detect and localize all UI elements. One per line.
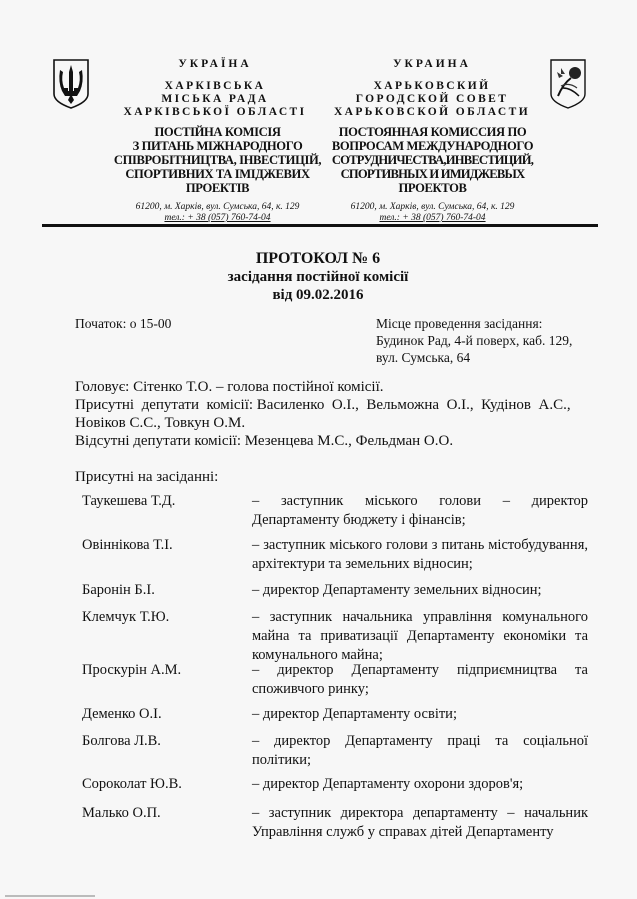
person-role: – заступник міського голови з питань містобудування, архітектури та земельних відносин; [252,537,588,572]
person-name: Болгова Л.В. [82,733,161,749]
person-role: – заступник міського голови – директор Департаменту бюджету і фінансів; [252,493,588,528]
address: 61200, м. Харків, вул. Сумська, 64, к. 129 [350,202,515,212]
header-right [322,58,542,119]
person-name: Сороколат Ю.В. [82,776,182,792]
invited-label: Присутні на засіданні: [75,469,219,485]
commission-right: ПОСТОЯННАЯ КОМИССИЯ ПО ВОПРОСАМ МЕЖДУНАРОДНОГО СОТРУДНИЧЕСТВА,ИНВЕСТИЦИЙ, СПОРТИВНЫХ И ИМИДЖЕВЫХ ПРОЕКТОВ [331,125,534,195]
person-name: Клемчук Т.Ю. [82,609,170,625]
present-line: Присутні депутати комісії: Василенко О.І., Вельможна О.І., Кудінов А.С., [75,397,571,413]
country-ru: УКРАИНА [393,58,471,70]
scan-artifact [5,895,95,897]
council-line: МІСЬКА РАДА [161,93,269,105]
council-line: ГОРОДСКОЙ СОВЕТ [355,93,509,105]
absent-line: Відсутні депутати комісії: Мезенцева М.С., Фельдман О.О. [75,433,454,449]
person-role: – директор Департаменту праці та соціальної політики; [252,733,588,768]
person-name: Деменко О.І. [82,706,162,722]
title-date: від 09.02.2016 [272,287,364,303]
header-divider [42,224,598,227]
person-name: Баронін Б.І. [82,582,155,598]
kharkiv-city-emblem-icon [549,58,587,110]
meeting-place: Місце проведення засідання: Будинок Рад, 4-й поверх, каб. 129, вул. Сумська, 64 [376,316,573,365]
protocol-number: ПРОТОКОЛ № 6 [255,250,381,267]
person-role: – директор Департаменту охорони здоров'я; [252,776,524,792]
contact-right [320,202,545,224]
country-uk: УКРАЇНА [178,58,252,70]
ukraine-trident-emblem-icon [52,58,90,110]
council-line: ХАРКІВСЬКА [164,80,266,92]
council-line: ХАРЬКОВСКОЙ ОБЛАСТИ [333,106,531,118]
chair-line: Головує: Сітенко Т.О. – голова постійної комісії. [75,379,384,395]
person-name: Проскурін А.М. [82,662,182,678]
start-time: Початок: о 15-00 [75,316,172,331]
attendance-block [75,378,590,486]
person-name: Таукешева Т.Д. [82,493,176,509]
present-line: Новіков С.С., Товкун О.М. [75,415,246,431]
person-role: – директор Департаменту земельних відносин; [252,582,542,598]
person-role: – директор Департаменту освіти; [252,706,457,722]
phone: тел.: + 38 (057) 760-74-04 [379,213,486,223]
contact-left [105,202,330,224]
person-role: – заступник директора департаменту – начальник Управління служб у справах дітей Департаменту [252,805,588,840]
header-left [105,58,325,119]
council-line: ХАРЬКОВСКИЙ [373,80,491,92]
person-name: Овіннікова Т.І. [82,537,173,553]
person-name: Малько О.П. [82,805,161,821]
council-line: ХАРКІВСЬКОЇ ОБЛАСТІ [123,106,307,118]
person-role: – директор Департаменту підприємництва та споживчого ринку; [252,662,588,697]
address: 61200, м. Харків, вул. Сумська, 64, к. 129 [135,202,300,212]
document-title [168,250,468,304]
commission-left: ПОСТІЙНА КОМІСІЯ З ПИТАНЬ МІЖНАРОДНОГО СПІВРОБІТНИЦТВА, ІНВЕСТИЦІЙ, СПОРТИВНИХ ТА ІМІДЖЕВИХ ПРОЕКТІВ [113,125,322,195]
phone: тел.: + 38 (057) 760-74-04 [164,213,271,223]
person-role: – заступник начальника управління комунального майна та приватизації Департаменту економіки та комунального майна; [252,609,588,663]
title-subtitle: засідання постійної комісії [227,269,409,285]
